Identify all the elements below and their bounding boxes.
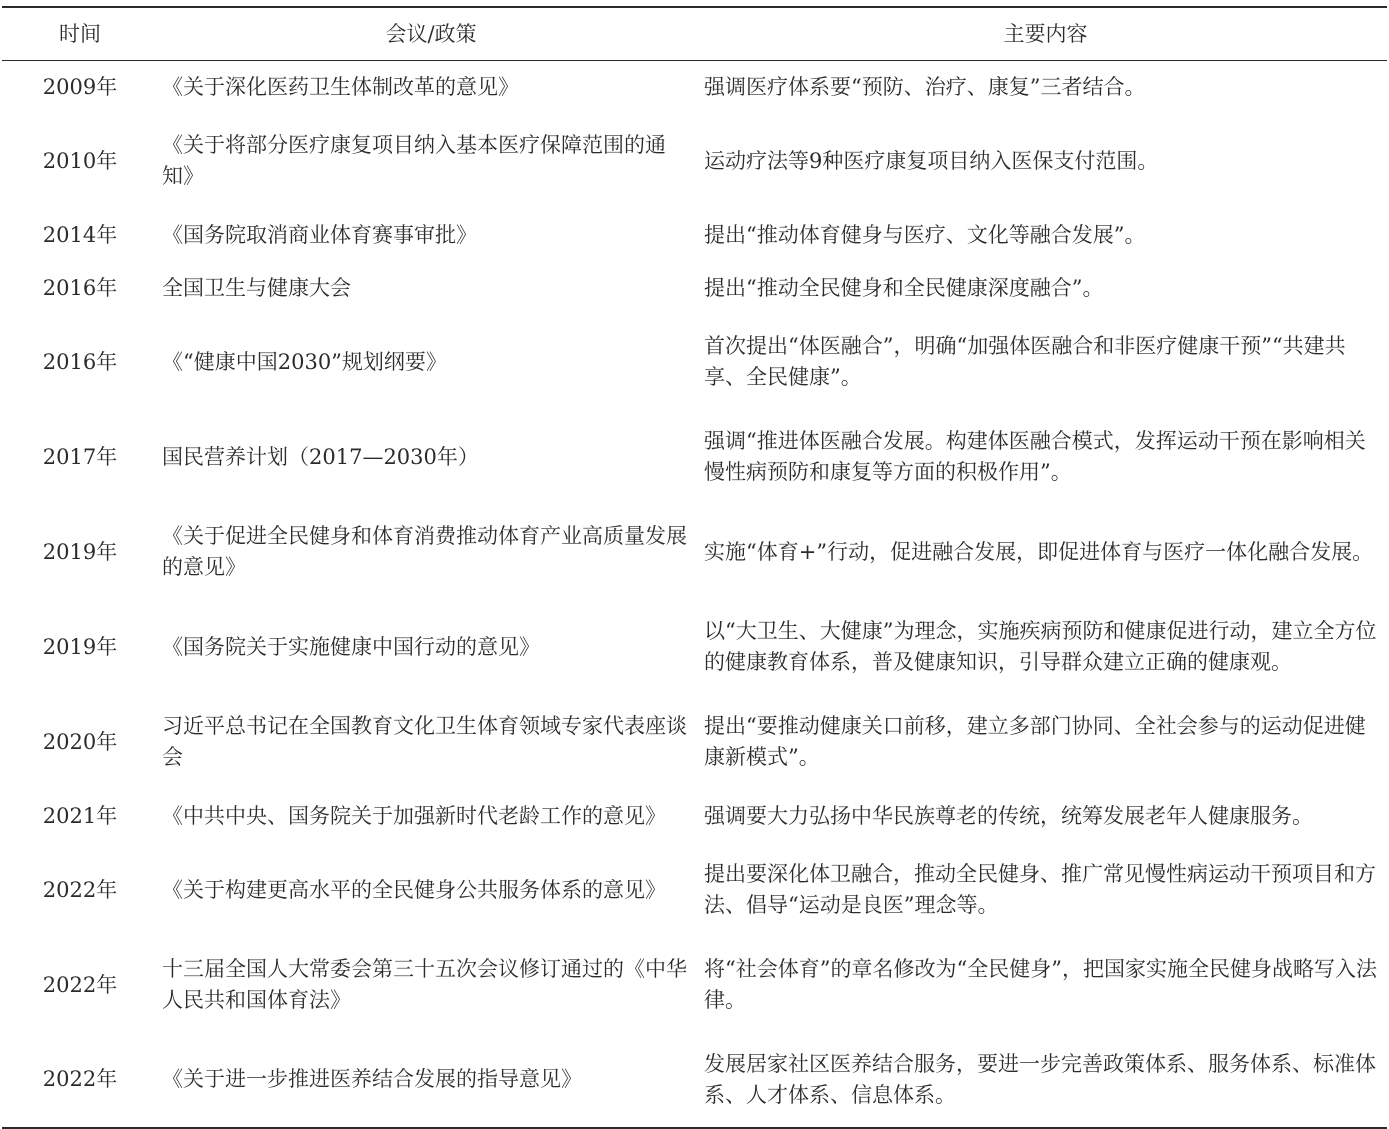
table-row xyxy=(2,209,1387,262)
row-year: 2016年 xyxy=(42,349,118,374)
table-header xyxy=(2,7,1387,61)
row-year: 2022年 xyxy=(42,972,118,997)
row-meeting: 《关于构建更高水平的全民健身公共服务体系的意见》 xyxy=(162,877,666,902)
table-row xyxy=(2,790,1387,843)
row-meeting: 《关于深化医药卫生体制改革的意见》 xyxy=(162,74,519,99)
row-meeting: 《“健康中国2030”规划纲要》 xyxy=(162,349,447,374)
row-meeting: 全国卫生与健康大会 xyxy=(162,275,351,300)
row-year: 2020年 xyxy=(42,729,118,754)
row-content: 强调要大力弘扬中华民族尊老的传统，统筹发展老年人健康服务。 xyxy=(704,803,1313,828)
header-time: 时间 xyxy=(59,21,101,46)
row-meeting: 《关于进一步推进医养结合发展的指导意见》 xyxy=(162,1067,582,1091)
row-year: 2010年 xyxy=(42,148,118,173)
row-content: 提出“推动全民健身和全民健康深度融合”。 xyxy=(704,275,1104,300)
row-content: 实施“体育+”行动，促进融合发展，即促进体育与医疗一体化融合发展。 xyxy=(704,539,1374,564)
header-row xyxy=(2,7,1387,61)
table-row xyxy=(2,843,1387,938)
table-row xyxy=(2,938,1387,1033)
row-meeting: 《国务院取消商业体育赛事审批》 xyxy=(162,222,477,247)
row-year: 2017年 xyxy=(42,444,118,469)
row-meeting: 《国务院关于实施健康中国行动的意见》 xyxy=(162,634,540,659)
row-year: 2022年 xyxy=(42,1067,118,1091)
table-row xyxy=(2,695,1387,790)
table-row xyxy=(2,410,1387,505)
row-year: 2009年 xyxy=(42,74,118,99)
row-year: 2021年 xyxy=(42,803,118,828)
row-content: 强调医疗体系要“预防、治疗、康复”三者结合。 xyxy=(704,74,1146,99)
row-year: 2016年 xyxy=(42,275,118,300)
row-meeting: 习近平总书记在全国教育文化卫生体育领域专家代表座谈会 xyxy=(162,714,687,769)
row-content: 提出要深化体卫融合，推动全民健身、推广常见慢性病运动干预项目和方法、倡导“运动是良医”理念等。 xyxy=(704,862,1376,917)
table-row xyxy=(2,1033,1387,1128)
row-meeting: 《中共中央、国务院关于加强新时代老龄工作的意见》 xyxy=(162,803,666,828)
row-meeting: 国民营养计划（2017—2030年） xyxy=(162,444,479,469)
table-row xyxy=(2,600,1387,695)
row-content: 首次提出“体医融合”，明确“加强体医融合和非医疗健康干预”“共建共享、全民健康”。 xyxy=(704,334,1346,389)
table-row xyxy=(2,61,1387,114)
row-content: 发展居家社区医养结合服务，要进一步完善政策体系、服务体系、标准体系、人才体系、信息体系。 xyxy=(704,1051,1376,1107)
header-content: 主要内容 xyxy=(1003,21,1088,46)
row-meeting: 《关于促进全民健身和体育消费推动体育产业高质量发展的意见》 xyxy=(162,524,687,579)
row-content: 提出“推动体育健身与医疗、文化等融合发展”。 xyxy=(704,222,1146,247)
row-year: 2019年 xyxy=(42,539,118,564)
policy-table xyxy=(2,6,1387,1129)
table-row xyxy=(2,262,1387,315)
table-body xyxy=(2,61,1387,1128)
row-year: 2022年 xyxy=(42,877,118,902)
row-meeting: 《关于将部分医疗康复项目纳入基本医疗保障范围的通知》 xyxy=(162,133,666,188)
table-row xyxy=(2,114,1387,209)
row-year: 2019年 xyxy=(42,634,118,659)
table-row xyxy=(2,315,1387,410)
row-content: 以“大卫生、大健康”为理念，实施疾病预防和健康促进行动，建立全方位的健康教育体系，普及健康知识，引导群众建立正确的健康观。 xyxy=(704,619,1377,674)
row-meeting: 十三届全国人大常委会第三十五次会议修订通过的《中华人民共和国体育法》 xyxy=(162,957,687,1012)
row-year: 2014年 xyxy=(42,222,118,247)
row-content: 强调“推进体医融合发展。构建体医融合模式，发挥运动干预在影响相关慢性病预防和康复等方面的积极作用”。 xyxy=(704,429,1366,484)
row-content: 运动疗法等9种医疗康复项目纳入医保支付范围。 xyxy=(704,148,1159,173)
header-meeting: 会议/政策 xyxy=(385,21,477,46)
table-row xyxy=(2,505,1387,600)
row-content: 将“社会体育”的章名修改为“全民健身”，把国家实施全民健身战略写入法律。 xyxy=(704,957,1377,1012)
row-content: 提出“要推动健康关口前移，建立多部门协同、全社会参与的运动促进健康新模式”。 xyxy=(704,714,1366,769)
